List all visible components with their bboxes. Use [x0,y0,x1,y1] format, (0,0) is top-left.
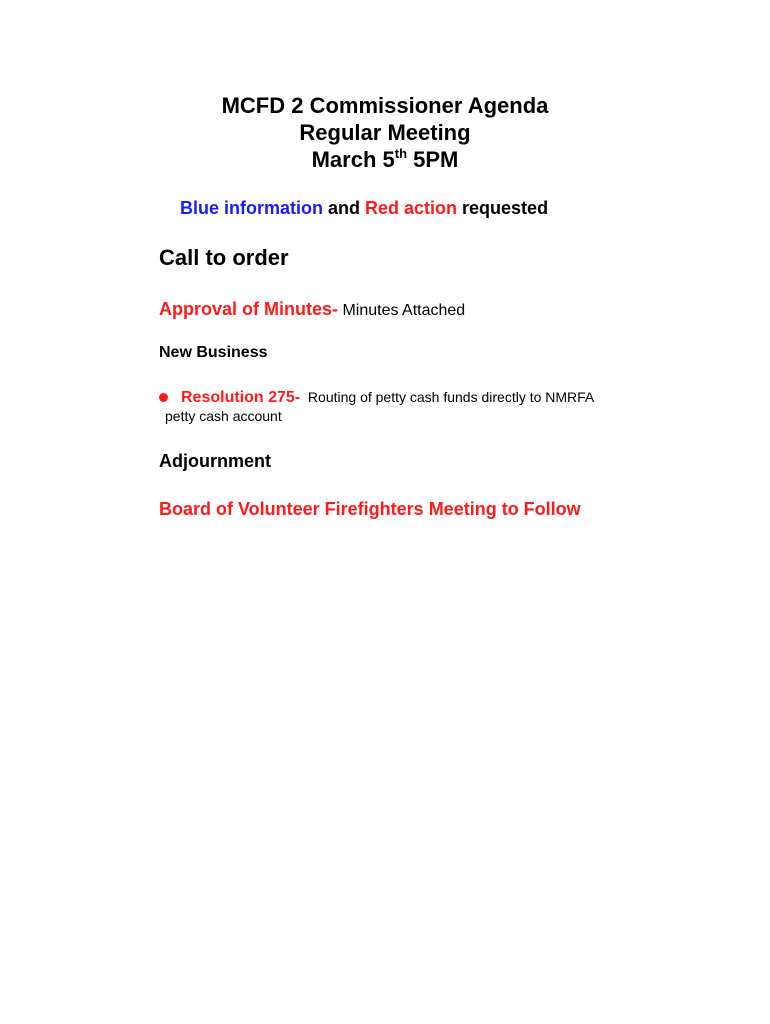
resolution-list-item [159,388,659,426]
legend-red-action: Red action [365,198,458,218]
adjournment-heading: Adjournment [159,451,271,471]
legend-blue-info: Blue information [180,198,323,218]
resolution-dash: - [294,389,301,406]
new-business-heading: New Business [159,344,268,361]
date-ordinal-suffix: th [394,145,408,161]
title-line-3 [0,146,770,173]
resolution-description-cont: petty cash account [165,408,282,424]
resolution-description: Routing of petty cash funds directly to NMRFA [300,389,595,405]
followup-meeting: Board of Volunteer Firefighters Meeting to Follow [159,499,581,519]
title-line-1: MCFD 2 Commissioner Agenda [221,93,549,118]
call-to-order-heading: Call to order [159,245,289,270]
agenda-title [0,92,770,173]
legend-requested: requested [457,198,549,218]
resolution-text [181,388,659,407]
approval-of-minutes [159,299,465,320]
meeting-time: 5PM [407,147,459,172]
meeting-date: March 5 [311,147,395,172]
color-legend [180,198,548,219]
approval-note: Minutes Attached [338,302,466,319]
bullet-icon [159,393,168,402]
resolution-label: Resolution 275 [181,389,295,406]
approval-label: Approval of Minutes- [159,299,338,319]
title-line-2: Regular Meeting [299,120,471,145]
legend-and: and [323,198,366,218]
